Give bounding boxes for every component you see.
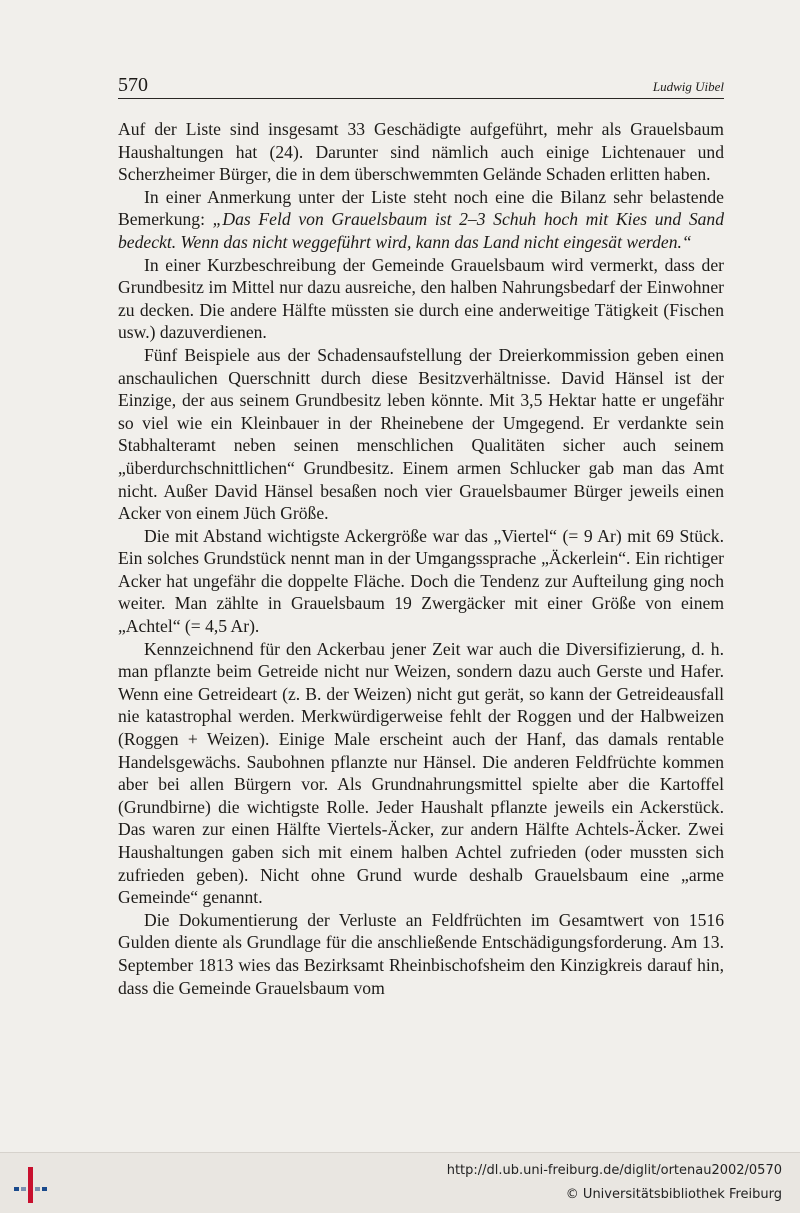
paragraph: In einer Kurzbeschreibung der Gemeinde Grauelsbaum wird vermerkt, dass der Grundbesitz im Mittel nur dazu ausreiche, den halben Nahrungsbedarf der Einwohner zu decken. Die andere Hälfte müssten sie durch eine anderweitige Tätigkeit (Fischen usw.) dazuverdienen.	[118, 254, 724, 343]
library-logo-icon	[10, 1165, 50, 1205]
logo-bar-right-2	[42, 1187, 47, 1191]
running-head: Ludwig Uibel	[652, 79, 724, 94]
logo-bar-left-2	[21, 1187, 26, 1191]
body-text	[118, 118, 724, 999]
paragraph: Fünf Beispiele aus der Schadensaufstellung der Dreierkommission geben einen anschaulichen Querschnitt durch diese Besitzverhältnisse. David Hänsel ist der Einzige, der aus seinem Grundbesitz leben könnte. Mit 3,5 Hektar hatte er ungefähr so viel wie ein Kleinbauer in der Rheinebene der Umgegend. Er verdankte sein Stabhalteramt neben seinen menschlichen Qualitäten sicher auch seinem „überdurchschnittlichen“ Grundbesitz. Einem armen Schlucker gab man das Amt nicht. Außer David Hänsel besaßen noch vier Grauelsbaumer Bürger jeweils einen Acker von einem Jüch Größe.	[118, 344, 724, 524]
copyright-notice: © Universitätsbibliothek Freiburg	[565, 1187, 782, 1202]
page-number: 570	[118, 74, 148, 96]
logo-bar-center	[28, 1167, 33, 1203]
logo-bar-right	[35, 1187, 40, 1191]
paragraph: In einer Anmerkung unter der Liste steht noch eine die Bilanz sehr belastende Bemerkung: „Das Feld von Grauelsbaum ist 2–3 Schuh hoch mit Kies und Sand bedeckt. Wenn das nicht weggeführt wird, kann das Land nicht eingesät werden.“	[118, 186, 725, 252]
logo-bar-left	[14, 1187, 19, 1191]
library-footer	[0, 1152, 800, 1213]
paragraph: Kennzeichnend für den Ackerbau jener Zeit war auch die Diversifizierung, d. h. man pflanzte beim Getreide nicht nur Weizen, sondern dazu auch Gerste und Hafer. Wenn eine Getreideart (z. B. der Weizen) nicht gut gerät, so kann der Getreideausfall nie katastrophal werden. Merkwürdigerweise fehlt der Roggen und der Halbweizen (Roggen + Weizen). Einige Male erscheint auch der Hanf, das damals rentable Handelsgewächs. Saubohnen pflanzte nur Hänsel. Die anderen Feldfrüchte kommen aber bei allen Bürgern vor. Als Grundnahrungsmittel spielte aber die Kartoffel (Grundbirne) die wichtigste Rolle. Jeder Haushalt pflanzte jeweils ein Ackerstück. Das waren zur einen Hälfte Viertels-Äcker, zur andern Hälfte Achtels-Äcker. Zwei Haushaltungen gaben sich mit einem halben Achtel zufrieden (oder mussten sich zufrieden geben). Nicht ohne Grund wurde deshalb Grauelsbaum eine „arme Gemeinde“ genannt.	[118, 638, 724, 908]
paragraph: Die mit Abstand wichtigste Ackergröße war das „Viertel“ (= 9 Ar) mit 69 Stück. Ein solches Grundstück nennt man in der Umgangssprache „Äckerlein“. Ein richtiger Acker hat ungefähr die doppelte Fläche. Doch die Tendenz zur Aufteilung ging noch weiter. Man zählte in Grauelsbaum 19 Zwergäcker mit einer Größe von einem „Achtel“ (= 4,5 Ar).	[118, 525, 724, 637]
page-header	[118, 76, 724, 99]
paragraph: Auf der Liste sind insgesamt 33 Geschädigte aufgeführt, mehr als Grauelsbaum Haushaltungen hat (24). Darunter sind nämlich auch einige Lichtenauer und Scherzheimer Bürger, die in dem überschwemmten Gelände Schaden erlitten haben.	[118, 119, 724, 185]
source-url-link[interactable]: http://dl.ub.uni-freiburg.de/diglit/ortenau2002/0570	[446, 1163, 782, 1178]
paragraph: Die Dokumentierung der Verluste an Feldfrüchten im Gesamtwert von 1516 Gulden diente als Grundlage für die anschließende Entschädigungsforderung. Am 13. September 1813 wies das Bezirksamt Rheinbischofsheim den Kinzigkreis darauf hin, dass die Gemeinde Grauelsbaum vom	[118, 909, 724, 998]
quote: „Das Feld von Grauelsbaum ist 2–3 Schuh hoch mit Kies und Sand bedeckt. Wenn das nicht weggeführt wird, kann das Land nicht eingesät werden.“	[118, 209, 725, 252]
